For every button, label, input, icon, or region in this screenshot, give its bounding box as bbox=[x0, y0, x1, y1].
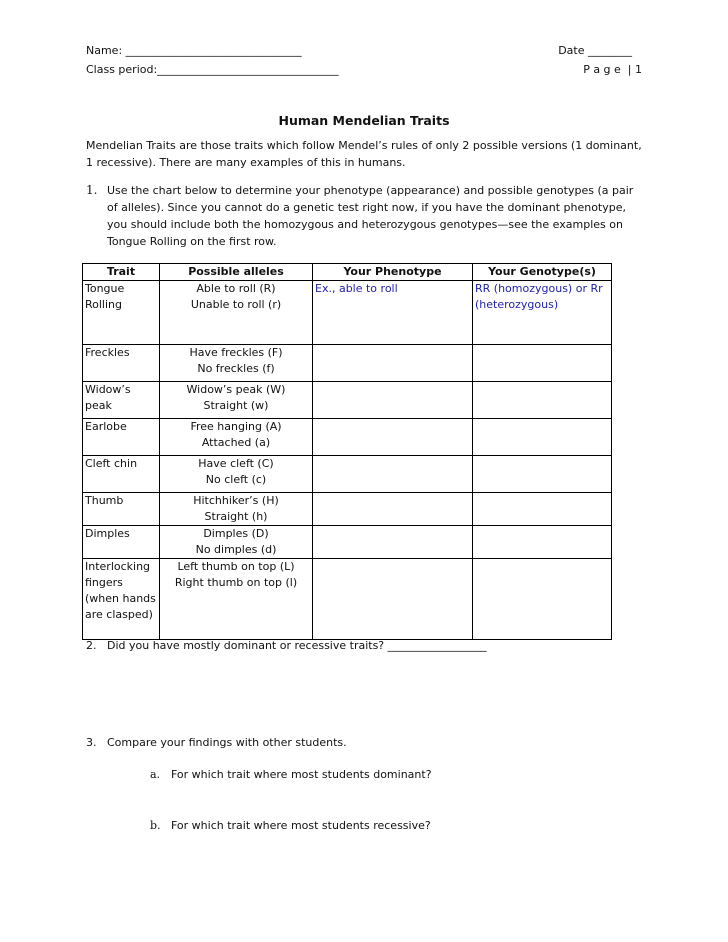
recessive-allele: Right thumb on top (l) bbox=[174, 576, 298, 589]
genotype-cell[interactable] bbox=[473, 456, 612, 493]
phenotype-cell[interactable] bbox=[313, 493, 473, 526]
question-2-number: 2. bbox=[86, 639, 97, 652]
alleles-cell bbox=[160, 526, 313, 559]
dominant-allele: Able to roll (R) bbox=[196, 282, 276, 295]
intro-paragraph: Mendelian Traits are those traits which follow Mendel’s rules of only 2 possible versions (1 dominant, 1 recessive). There are many examples of this in humans. bbox=[86, 139, 642, 169]
genotype-cell[interactable]: RR (homozygous) or Rr (heterozygous) bbox=[473, 281, 612, 345]
dominant-allele: Left thumb on top (L) bbox=[177, 560, 295, 573]
dominant-allele: Have freckles (F) bbox=[189, 346, 283, 359]
question-2 bbox=[86, 638, 487, 654]
header-your-genotypes: Your Genotype(s) bbox=[473, 264, 612, 281]
phenotype-cell[interactable] bbox=[313, 559, 473, 640]
question-3a-text: For which trait where most students dominant? bbox=[171, 768, 432, 781]
recessive-allele: Attached (a) bbox=[201, 436, 271, 449]
phenotype-cell[interactable] bbox=[313, 456, 473, 493]
table-row bbox=[83, 419, 612, 456]
alleles-cell bbox=[160, 559, 313, 640]
question-3-number: 3. bbox=[86, 736, 97, 749]
trait-cell: Interlocking fingers (when hands are clasped) bbox=[83, 559, 160, 640]
traits-table bbox=[82, 263, 612, 640]
phenotype-cell[interactable] bbox=[313, 419, 473, 456]
question-1 bbox=[86, 182, 642, 250]
recessive-allele: Straight (h) bbox=[204, 510, 268, 523]
header-possible-alleles: Possible alleles bbox=[160, 264, 313, 281]
question-1-text: Use the chart below to determine your phenotype (appearance) and possible genotypes (a pair of alleles). Since you cannot do a genetic test right now, if you have the dominant phenotype, you should include both the homozygous and heterozygous genotypes—see the examples on Tongue Rolling on the first row. bbox=[107, 184, 634, 248]
date-field[interactable]: Date ________ bbox=[558, 44, 632, 57]
question-3a-number: a. bbox=[150, 768, 161, 781]
trait-cell: Freckles bbox=[83, 345, 160, 382]
table-row bbox=[83, 345, 612, 382]
question-3b-number: b. bbox=[150, 819, 161, 832]
dominant-allele: Hitchhiker’s (H) bbox=[193, 494, 279, 507]
name-field[interactable]: Name: ________________________________ bbox=[86, 44, 302, 57]
recessive-allele: Unable to roll (r) bbox=[190, 298, 282, 311]
question-3b bbox=[150, 818, 431, 834]
alleles-cell bbox=[160, 456, 313, 493]
recessive-allele: No freckles (f) bbox=[197, 362, 275, 375]
dominant-allele: Widow’s peak (W) bbox=[186, 383, 286, 396]
class-period-field[interactable]: Class period:_________________________________ bbox=[86, 63, 339, 76]
phenotype-cell[interactable] bbox=[313, 526, 473, 559]
dominant-allele: Have cleft (C) bbox=[198, 457, 274, 470]
recessive-allele: No cleft (c) bbox=[205, 473, 267, 486]
recessive-allele: Straight (w) bbox=[203, 399, 269, 412]
table-header-row bbox=[83, 264, 612, 281]
dominant-allele: Free hanging (A) bbox=[190, 420, 282, 433]
page-number: P a g e | 1 bbox=[583, 63, 642, 76]
genotype-cell[interactable] bbox=[473, 526, 612, 559]
alleles-cell bbox=[160, 345, 313, 382]
question-3b-text: For which trait where most students recessive? bbox=[171, 819, 431, 832]
alleles-cell bbox=[160, 419, 313, 456]
phenotype-cell[interactable] bbox=[313, 345, 473, 382]
trait-cell: Dimples bbox=[83, 526, 160, 559]
dominant-allele: Dimples (D) bbox=[203, 527, 269, 540]
header-trait: Trait bbox=[83, 264, 160, 281]
phenotype-cell[interactable] bbox=[313, 382, 473, 419]
table-row bbox=[83, 559, 612, 640]
question-3-text: Compare your findings with other students. bbox=[107, 736, 347, 749]
table-row bbox=[83, 493, 612, 526]
trait-cell: Cleft chin bbox=[83, 456, 160, 493]
page-title: Human Mendelian Traits bbox=[278, 113, 450, 128]
alleles-cell bbox=[160, 281, 313, 345]
trait-cell: Tongue Rolling bbox=[83, 281, 160, 345]
alleles-cell bbox=[160, 493, 313, 526]
table-row bbox=[83, 456, 612, 493]
header-row-2 bbox=[86, 62, 642, 78]
question-1-number: 1. bbox=[86, 183, 98, 197]
genotype-cell[interactable] bbox=[473, 345, 612, 382]
header-your-phenotype: Your Phenotype bbox=[313, 264, 473, 281]
genotype-cell[interactable] bbox=[473, 382, 612, 419]
question-2-text[interactable]: Did you have mostly dominant or recessive traits? __________________ bbox=[107, 639, 487, 652]
genotype-cell[interactable] bbox=[473, 559, 612, 640]
table-row bbox=[83, 281, 612, 345]
recessive-allele: No dimples (d) bbox=[195, 543, 277, 556]
alleles-cell bbox=[160, 382, 313, 419]
phenotype-cell[interactable]: Ex., able to roll bbox=[313, 281, 473, 345]
header-row-1 bbox=[86, 43, 642, 59]
table-row bbox=[83, 526, 612, 559]
table-row bbox=[83, 382, 612, 419]
trait-cell: Earlobe bbox=[83, 419, 160, 456]
question-3 bbox=[86, 735, 347, 751]
genotype-cell[interactable] bbox=[473, 493, 612, 526]
genotype-cell[interactable] bbox=[473, 419, 612, 456]
trait-cell: Widow’s peak bbox=[83, 382, 160, 419]
trait-cell: Thumb bbox=[83, 493, 160, 526]
question-3a bbox=[150, 767, 432, 783]
